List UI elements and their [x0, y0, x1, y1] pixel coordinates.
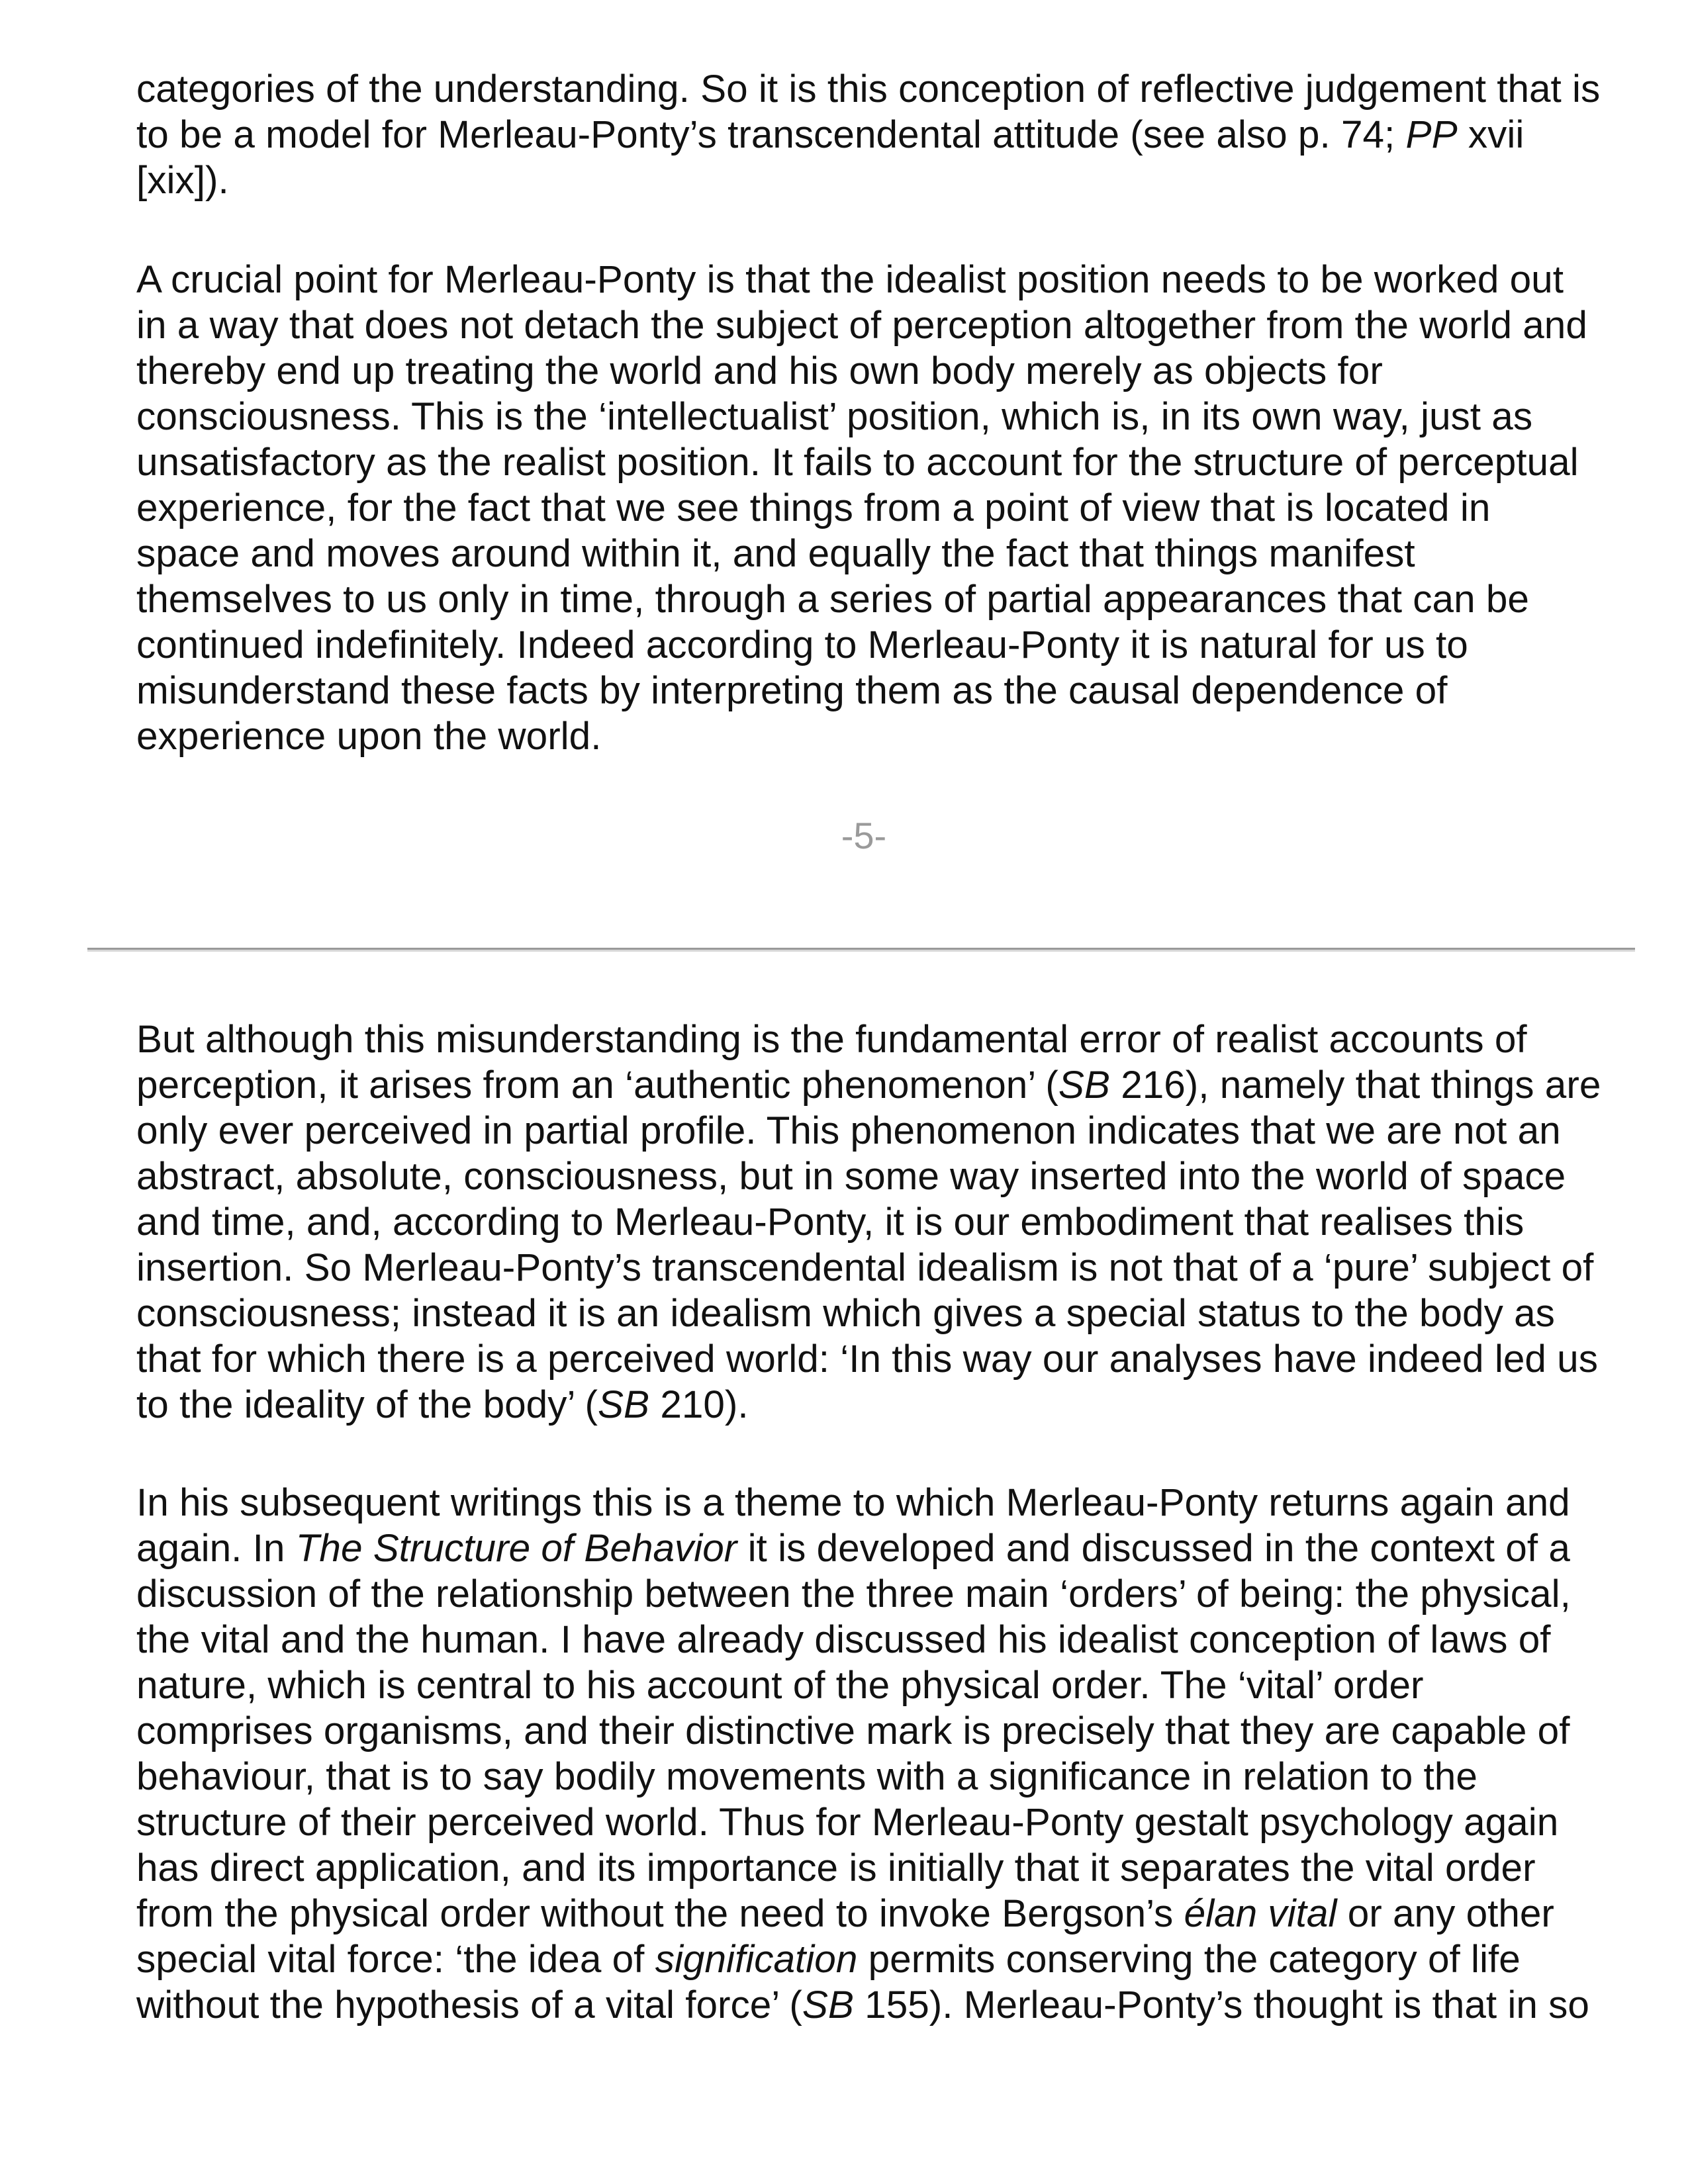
text-line	[136, 112, 1652, 158]
italic-citation: SB	[598, 1383, 650, 1426]
text-line: insertion. So Merleau-Ponty’s transcendental idealism is not that of a ‘pure’ subject of	[136, 1246, 1594, 1289]
text-line: A crucial point for Merleau-Ponty is that the idealist position needs to be worked out	[136, 258, 1564, 301]
italic-book-title: The Structure of Behavior	[295, 1527, 737, 1570]
text-run: 210).	[660, 1383, 749, 1426]
text-line	[136, 1382, 1652, 1428]
italic-citation: SB	[1058, 1064, 1110, 1107]
text-line: behaviour, that is to say bodily movements with a significance in relation to the	[136, 1755, 1477, 1798]
text-line: experience, for the fact that we see things from a point of view that is located in	[136, 486, 1491, 529]
text-run: it is developed and discussed in the context of a	[747, 1527, 1570, 1570]
paragraph-1	[136, 66, 1652, 203]
text-line: consciousness. This is the ‘intellectualist’ position, which is, in its own way, just as	[136, 395, 1533, 438]
text-line: nature, which is central to his account of the physical order. The ‘vital’ order	[136, 1664, 1424, 1707]
italic-citation: PP	[1405, 113, 1458, 156]
text-run: to be a model for Merleau-Ponty’s transcendental attitude (see also p. 74;	[136, 113, 1395, 156]
text-line	[136, 1936, 1652, 1982]
text-line	[136, 1891, 1652, 1936]
text-line: experience upon the world.	[136, 715, 602, 758]
text-run: xvii	[1468, 113, 1524, 156]
italic-term: signification	[655, 1938, 858, 1981]
text-line: the vital and the human. I have already discussed his idealist conception of laws of	[136, 1618, 1551, 1661]
italic-term: élan vital	[1184, 1892, 1337, 1935]
text-run: without the hypothesis of a vital force’ (	[136, 1983, 802, 2026]
text-run: permits conserving the category of life	[868, 1938, 1521, 1981]
text-line: that for which there is a perceived world: ‘In this way our analyses have indeed led us	[136, 1338, 1598, 1381]
text-line: [xix]).	[136, 159, 229, 202]
text-line: misunderstand these facts by interpreting them as the causal dependence of	[136, 669, 1448, 712]
text-line: only ever perceived in partial profile. This phenomenon indicates that we are not an	[136, 1109, 1561, 1152]
text-line: space and moves around within it, and equally the fact that things manifest	[136, 532, 1415, 575]
text-line	[136, 1982, 1652, 2028]
text-line: and time, and, according to Merleau-Ponty, it is our embodiment that realises this	[136, 1201, 1524, 1244]
text-line: has direct application, and its importance is initially that it separates the vital order	[136, 1846, 1536, 1889]
paragraph-3	[136, 1017, 1652, 1428]
text-run: from the physical order without the need to invoke Bergson’s	[136, 1892, 1174, 1935]
text-line: abstract, absolute, consciousness, but in some way inserted into the world of space	[136, 1155, 1566, 1198]
text-run: perception, it arises from an ‘authentic phenomenon’ (	[136, 1064, 1058, 1107]
text-line: categories of the understanding. So it is this conception of reflective judgement that is	[136, 68, 1601, 111]
text-run: or any other	[1347, 1892, 1554, 1935]
text-line	[136, 1062, 1652, 1108]
text-run: 155). Merleau-Ponty’s thought is that in so	[865, 1983, 1589, 2026]
paragraph-2	[136, 257, 1652, 759]
text-line: continued indefinitely. Indeed according to Merleau-Ponty it is natural for us to	[136, 623, 1468, 666]
text-line: themselves to us only in time, through a series of partial appearances that can be	[136, 578, 1529, 621]
text-run: to the ideality of the body’ (	[136, 1383, 598, 1426]
text-line: structure of their perceived world. Thus for Merleau-Ponty gestalt psychology again	[136, 1801, 1559, 1844]
text-line: thereby end up treating the world and his own body merely as objects for	[136, 349, 1383, 392]
text-run: special vital force: ‘the idea of	[136, 1938, 645, 1981]
text-line: consciousness; instead it is an idealism which gives a special status to the body as	[136, 1292, 1555, 1335]
text-line	[136, 1525, 1652, 1571]
page-number: -5-	[841, 815, 887, 856]
text-line: But although this misunderstanding is the fundamental error of realist accounts of	[136, 1018, 1527, 1061]
text-line: unsatisfactory as the realist position. It fails to account for the structure of perceptual	[136, 441, 1579, 484]
text-line: comprises organisms, and their distinctive mark is precisely that they are capable of	[136, 1709, 1570, 1752]
paragraph-4	[136, 1480, 1652, 2028]
text-line: discussion of the relationship between the three main ‘orders’ of being: the physical,	[136, 1572, 1571, 1615]
text-line: In his subsequent writings this is a theme to which Merleau-Ponty returns again and	[136, 1481, 1570, 1524]
text-line: in a way that does not detach the subject of perception altogether from the world and	[136, 304, 1587, 347]
italic-citation: SB	[802, 1983, 854, 2026]
page-divider	[87, 948, 1635, 952]
text-run: 216), namely that things are	[1121, 1064, 1601, 1107]
text-run: again. In	[136, 1527, 285, 1570]
